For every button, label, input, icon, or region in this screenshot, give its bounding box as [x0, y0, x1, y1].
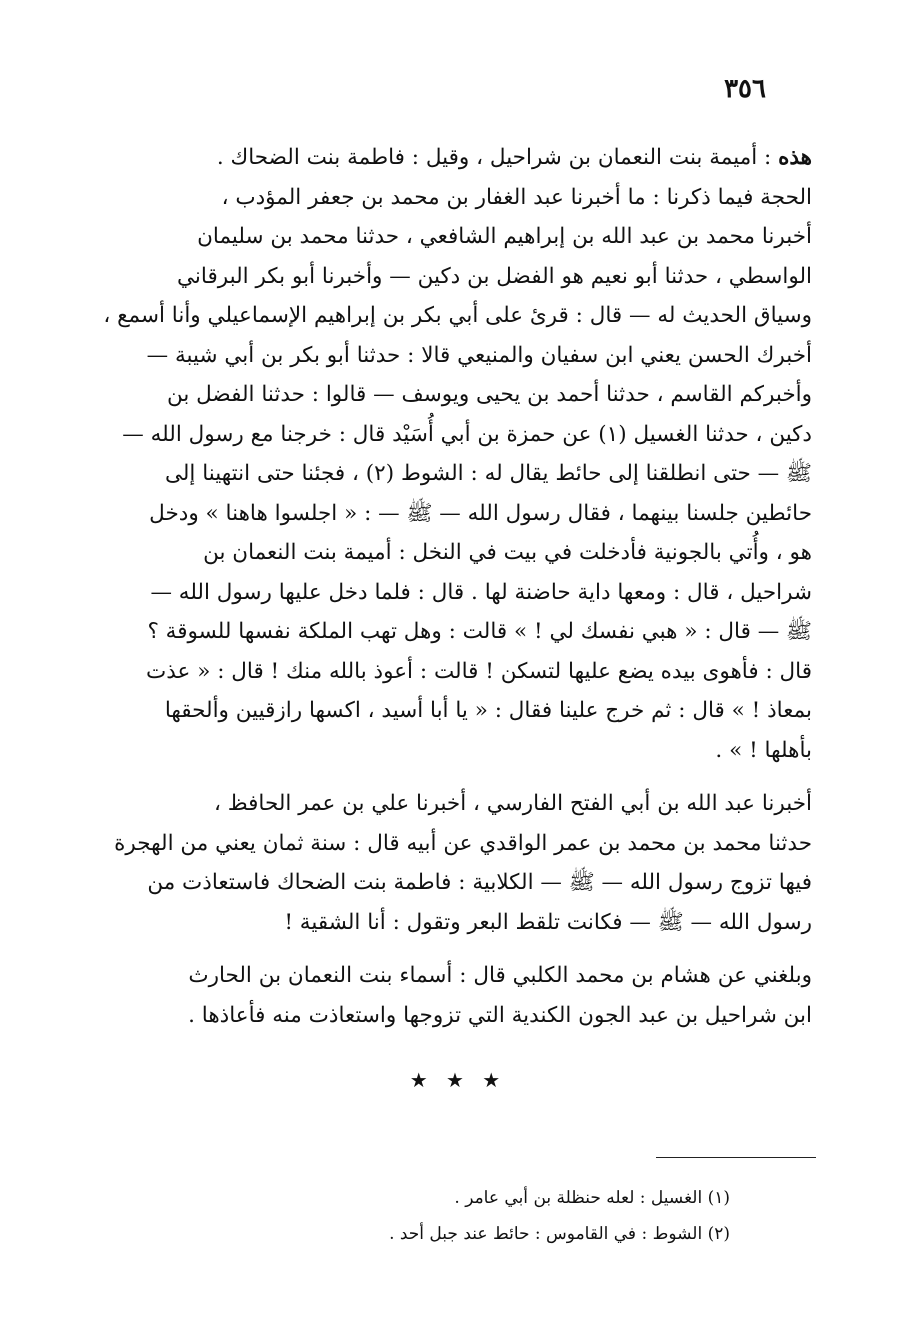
- text-line: رسول الله — ﷺ — فكانت تلقط البعر وتقول : أنا الشقية !: [284, 909, 812, 935]
- text-line: أخبرنا عبد الله بن أبي الفتح الفارسي ، أخبرنا علي بن عمر الحافظ ،: [213, 791, 812, 816]
- text-line: بأهلها ! » .: [715, 737, 812, 763]
- text-line: قال : فأهوى بيده يضع عليها لتسكن ! قالت : أعوذ بالله منك ! قال : « عذت: [146, 658, 812, 684]
- text-line: أخبرك الحسن يعني ابن سفيان والمنيعي قالا : حدثنا أبو بكر بن أبي شيبة —: [146, 342, 812, 368]
- footnote-rule: [656, 1157, 816, 1158]
- text-line: حدثنا محمد بن محمد بن عمر الواقدي عن أبيه قال : سنة ثمان يعني من الهجرة: [114, 830, 812, 856]
- text-line: ابن شراحيل بن عبد الجون الكندية التي تزوجها واستعاذت منه فأعاذها .: [188, 1002, 812, 1028]
- text-line: الحجة فيما ذكرنا : ما أخبرنا عبد الغفار بن محمد بن جعفر المؤدب ،: [221, 184, 812, 210]
- text-line: شراحيل ، قال : ومعها داية حاضنة لها . قال : فلما دخل عليها رسول الله —: [150, 579, 812, 605]
- footnote-1: (١) الغسيل : لعله حنظلة بن أبي عامر .: [454, 1188, 730, 1208]
- section-separator: ★ ★ ★: [409, 1068, 507, 1092]
- text-line: فيها تزوج رسول الله — ﷺ — الكلابية : فاطمة بنت الضحاك فاستعاذت من: [147, 870, 812, 895]
- paragraph-1: [100, 138, 812, 770]
- text-line: ﷺ — قال : « هبي نفسك لي ! » قالت : وهل تهب الملكة نفسها للسوقة ؟: [147, 619, 812, 644]
- text-line: بمعاذ ! » قال : ثم خرج علينا فقال : « يا أبا أسيد ، اكسها رازقيين وألحقها: [164, 698, 812, 723]
- lead-word: هذه: [778, 145, 812, 170]
- main-text: [100, 138, 812, 1035]
- text-line: هذه : أميمة بنت النعمان بن شراحيل ، وقيل : فاطمة بنت الضحاك .: [216, 145, 812, 170]
- text-line: هو ، وأُتي بالجونية فأدخلت في بيت في النخل : أميمة بنت النعمان بن: [203, 540, 812, 565]
- paragraph-2: [100, 784, 812, 942]
- paragraph-gap: [100, 942, 812, 956]
- text-line: الواسطي ، حدثنا أبو نعيم هو الفضل بن دكين — وأخبرنا أبو بكر البرقاني: [177, 263, 812, 289]
- text-line: ﷺ — حتى انطلقنا إلى حائط يقال له : الشوط (٢) ، فجئنا حتى انتهينا إلى: [164, 461, 812, 486]
- text-line: وسياق الحديث له — قال : قرئ على أبي بكر بن إبراهيم الإسماعيلي وأنا أسمع ،: [103, 303, 812, 328]
- footnotes: [170, 1180, 730, 1252]
- footnote-2: (٢) الشوط : في القاموس : حائط عند جبل أحد .: [389, 1224, 730, 1244]
- paragraph-gap: [100, 770, 812, 784]
- text-line: أخبرنا محمد بن عبد الله بن إبراهيم الشافعي ، حدثنا محمد بن سليمان: [197, 224, 812, 249]
- text-line: وأخبركم القاسم ، حدثنا أحمد بن يحيى ويوسف — قالوا : حدثنا الفضل بن: [166, 382, 812, 407]
- text-line: حائطين جلسنا بينهما ، فقال رسول الله — ﷺ — : « اجلسوا هاهنا » ودخل: [149, 500, 812, 526]
- text-line: دكين ، حدثنا الغسيل (١) عن حمزة بن أبي أُسَيْد قال : خرجنا مع رسول الله —: [122, 421, 812, 447]
- page-number: ٣٥٦: [724, 74, 766, 104]
- text-line: وبلغني عن هشام بن محمد الكلبي قال : أسماء بنت النعمان بن الحارث: [188, 963, 812, 988]
- paragraph-3: [100, 956, 812, 1035]
